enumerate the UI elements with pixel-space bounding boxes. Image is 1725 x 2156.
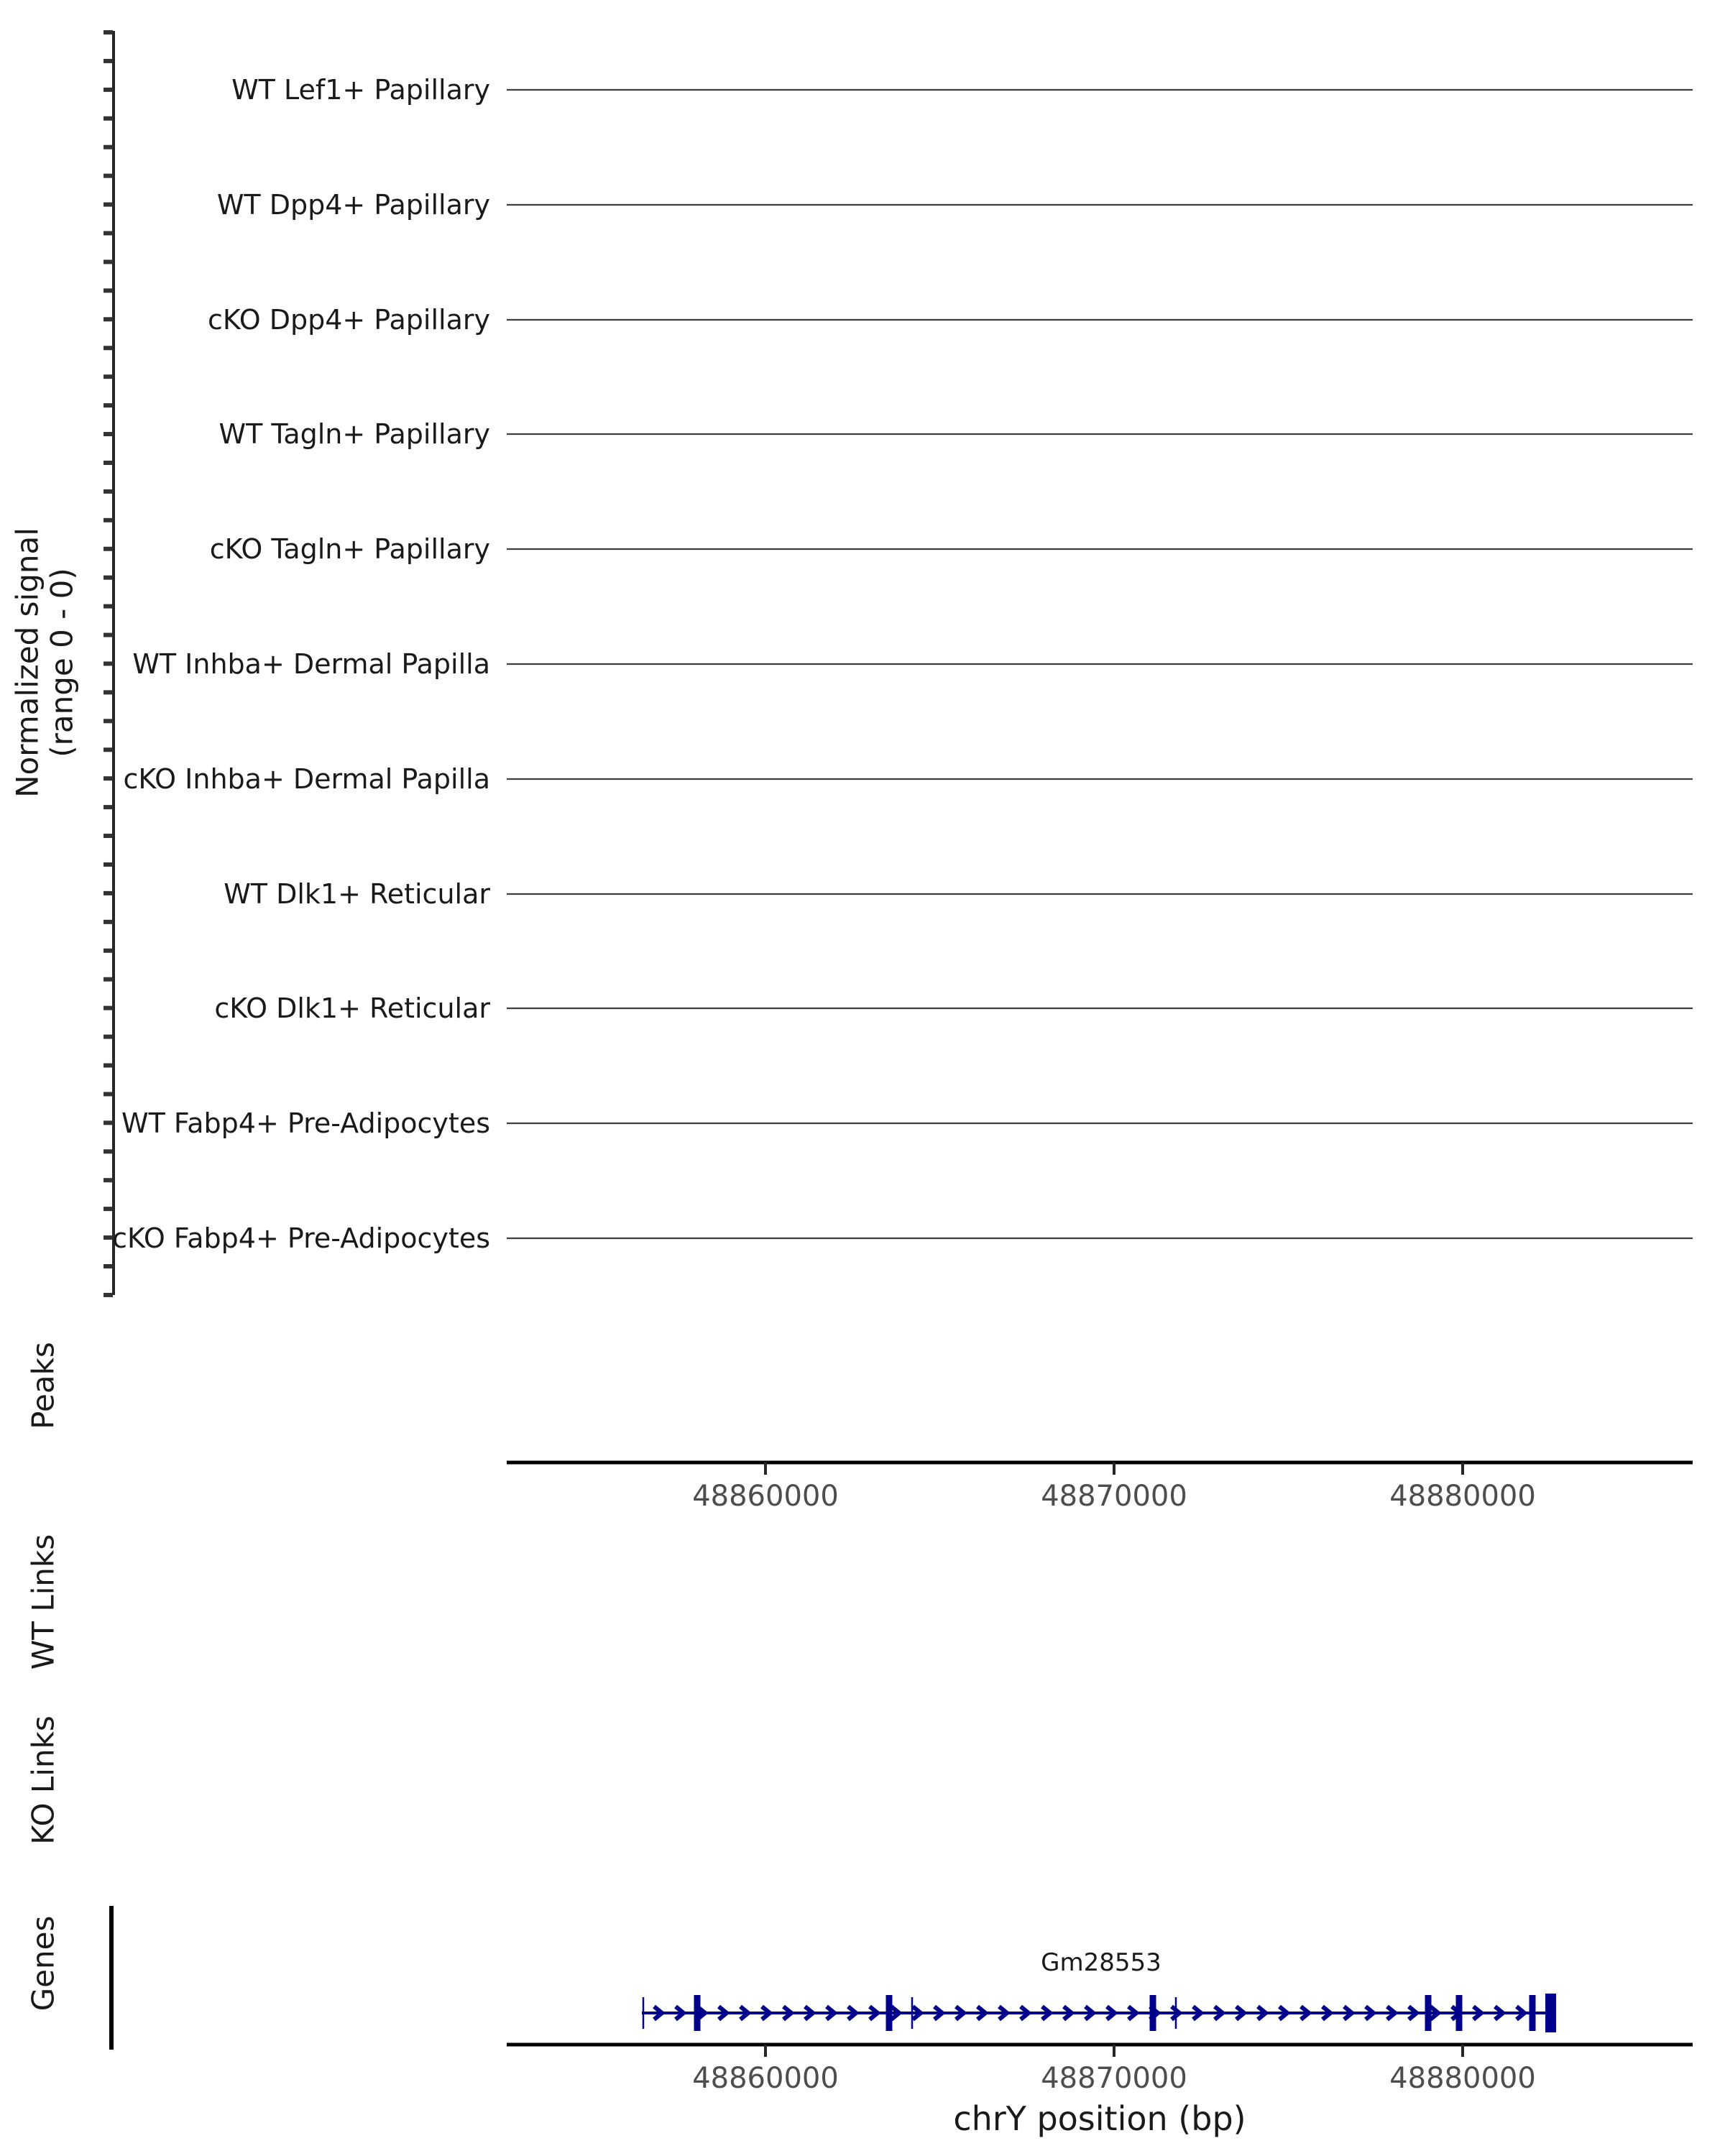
genome-axis-tick-label: 48880000 [1389,1480,1536,1513]
track-label: cKO Dlk1+ Reticular [214,992,490,1024]
genome-axis-tick-label: 48860000 [692,2062,839,2095]
genes-section-label: Genes [25,1915,61,2012]
gene-exon-tick [643,1997,645,2029]
gene-name-label: Gm28553 [1041,1948,1162,1977]
track-label: WT Fabp4+ Pre-Adipocytes [121,1107,490,1139]
gene-exon-bar [1425,1995,1432,2031]
y-axis-label-line1: Normalized signal [9,528,45,798]
track-label: cKO Dpp4+ Papillary [207,304,490,336]
signal-tracks [112,74,1693,1254]
gene-exon-tick [911,1997,914,2029]
gene-exon-bar [1530,1995,1536,2031]
track-label: WT Inhba+ Dermal Papilla [132,648,490,680]
gene-exon-bar [886,1995,893,2031]
genome-axis-tick-label: 48870000 [1041,1480,1187,1513]
track-label: WT Tagln+ Papillary [218,418,490,450]
ko-links-section-label: KO Links [25,1715,61,1845]
track-label: WT Lef1+ Papillary [231,74,490,106]
peaks-section-label: Peaks [25,1342,61,1429]
genome-axis-tick-label: 48860000 [692,1480,839,1513]
gene-model [642,1994,1556,2032]
signal-axis-bracket [104,31,114,1295]
x-axis-title: chrY position (bp) [953,2099,1246,2138]
genome-axis-bottom [507,2045,1693,2095]
gene-exon-bar [694,1995,701,2031]
track-label: cKO Fabp4+ Pre-Adipocytes [112,1222,490,1254]
gene-exon-tick [1175,1997,1177,2029]
genome-axis-tick-label: 48880000 [1389,2062,1536,2095]
genome-axis-tick-label: 48870000 [1041,2062,1187,2095]
gene-exon-bar [1150,1995,1156,2031]
peaks-axis [507,1462,1693,1513]
track-label: WT Dpp4+ Papillary [216,189,490,221]
track-label: cKO Tagln+ Papillary [209,533,490,565]
track-label: WT Dlk1+ Reticular [224,878,490,910]
wt-links-section-label: WT Links [25,1534,61,1670]
track-label: cKO Inhba+ Dermal Papilla [123,763,490,795]
y-axis-label-line2: (range 0 - 0) [44,568,80,757]
gene-exon-box [1545,1994,1556,2032]
gene-exon-bar [1456,1995,1463,2031]
